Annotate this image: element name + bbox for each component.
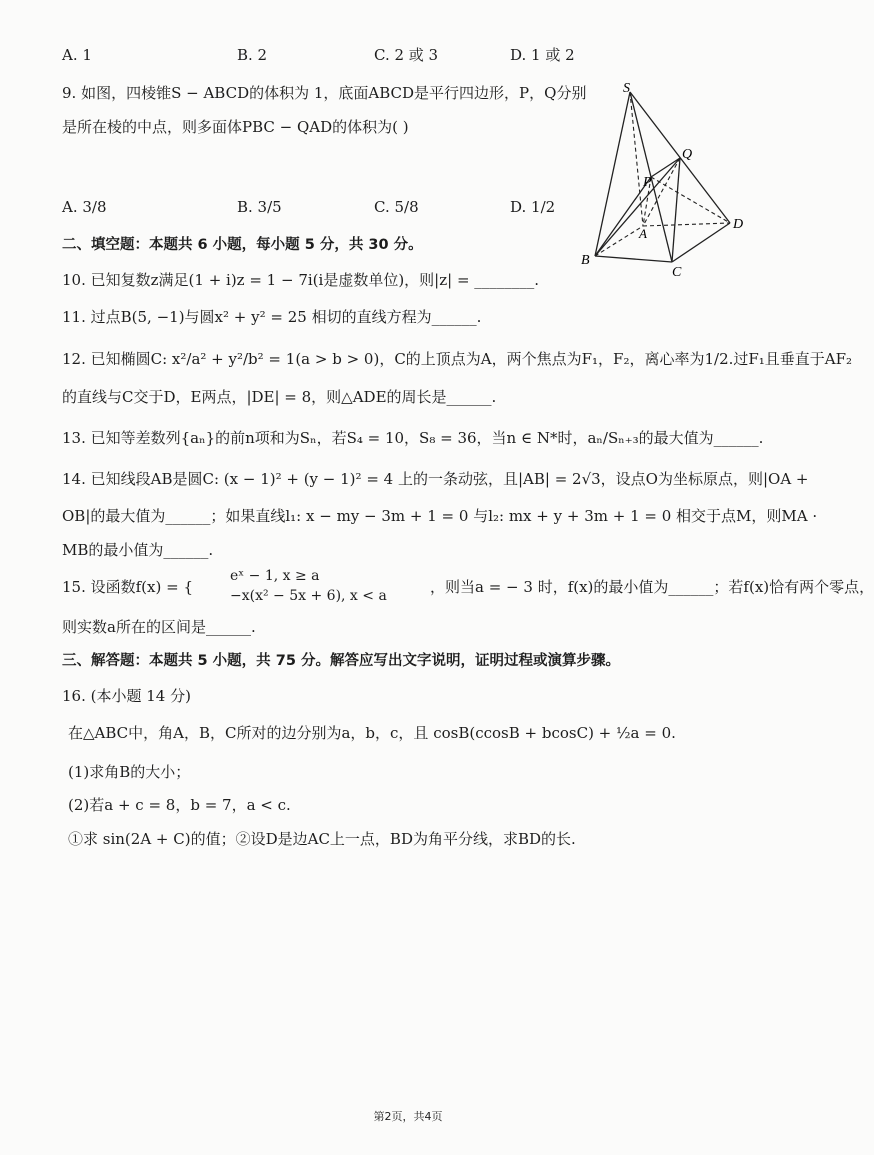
q16-part-3: ①求 sin(2A + C)的值；②设D是边AC上一点，BD为角平分线，求BD的长. xyxy=(68,830,576,848)
label-p: P xyxy=(643,175,652,190)
edge-ba-hidden xyxy=(595,226,643,256)
label-c: C xyxy=(672,265,682,280)
label-b: B xyxy=(581,253,590,268)
edge-qc xyxy=(672,158,680,262)
q9-option-a: A. 3/8 xyxy=(62,198,107,216)
q14-line-2: OB|的最大值为______；如果直线l₁: x − my − 3m + 1 = 0 与l₂: mx + y + 3m + 1 = 0 相交于点M，则MA · xyxy=(62,507,818,525)
q9-line-1: 9. 如图，四棱锥S − ABCD的体积为 1，底面ABCD是平行四边形，P，Q分别 xyxy=(62,84,587,102)
q9-option-b: B. 3/5 xyxy=(237,198,282,216)
q8-option-b: B. 2 xyxy=(237,46,268,64)
page-footer: 第2页，共4页 xyxy=(373,1110,443,1123)
q16-part-1: (1)求角B的大小； xyxy=(68,763,191,781)
q8-option-a: A. 1 xyxy=(62,46,92,64)
section-2-heading: 二、填空题：本题共 6 小题，每小题 5 分，共 30 分。 xyxy=(62,237,423,253)
q14-line-3: MB的最小值为______. xyxy=(62,541,214,559)
q11-text: 11. 过点B(5, −1)与圆x² + y² = 25 相切的直线方程为______. xyxy=(62,308,482,326)
edge-ad-hidden xyxy=(643,223,730,226)
label-q: Q xyxy=(682,147,693,162)
q14-line-1: 14. 已知线段AB是圆C: (x − 1)² + (y − 1)² = 4 上的一条动弦，且|AB| = 2√3，设点O为坐标原点，则|OA + xyxy=(62,470,809,488)
q9-option-c: C. 5/8 xyxy=(374,198,419,216)
label-a: A xyxy=(639,226,647,241)
q12-line-2: 的直线与C交于D，E两点，|DE| = 8，则△ADE的周长是______. xyxy=(62,388,497,406)
q15-case-1: eˣ − 1, x ≥ a xyxy=(230,568,320,584)
q9-option-d: D. 1/2 xyxy=(510,198,556,216)
edge-sa-hidden xyxy=(630,92,643,226)
section-3-heading: 三、解答题：本题共 5 小题，共 75 分。解答应写出文字说明，证明过程或演算步骤。 xyxy=(62,653,620,669)
edge-bc xyxy=(595,256,672,262)
q16-head: 16. (本小题 14 分) xyxy=(62,687,191,705)
q16-line-1: 在△ABC中，角A，B，C所对的边分别为a，b，c，且 cosB(ccosB + bcosC) + ½a = 0. xyxy=(68,724,676,742)
pyramid-figure xyxy=(575,78,765,278)
q8-option-c: C. 2 或 3 xyxy=(374,46,439,64)
q10-text: 10. 已知复数z满足(1 + i)z = 1 − 7i(i是虚数单位)，则|z| = ________. xyxy=(62,271,540,289)
q15-case-2: −x(x² − 5x + 6), x < a xyxy=(230,588,387,604)
q13-text: 13. 已知等差数列{aₙ}的前n项和为Sₙ，若S₄ = 10，S₈ = 36，当n ∈ N*时，aₙ/Sₙ₊₃的最大值为______. xyxy=(62,429,764,447)
q15-prefix: 15. 设函数f(x) = { xyxy=(62,578,193,596)
q9-line-2: 是所在棱的中点，则多面体PBC − QAD的体积为( ) xyxy=(62,118,409,136)
edge-sd xyxy=(630,92,730,223)
q12-line-1: 12. 已知椭圆C: x²/a² + y²/b² = 1(a > b > 0)，C的上顶点为A，两个焦点为F₁，F₂，离心率为1/2.过F₁且垂直于AF₂ xyxy=(62,350,853,368)
q16-part-2: (2)若a + c = 8，b = 7，a < c. xyxy=(68,796,291,814)
label-d: D xyxy=(733,217,744,232)
edge-cd xyxy=(672,223,730,262)
q8-option-d: D. 1 或 2 xyxy=(510,46,575,64)
q15-tail: ，则当a = − 3 时，f(x)的最小值为______；若f(x)恰有两个零点， xyxy=(430,578,874,596)
label-s: S xyxy=(623,81,630,96)
q15-line-2: 则实数a所在的区间是______. xyxy=(62,618,256,636)
edge-pd-hidden xyxy=(651,177,730,223)
